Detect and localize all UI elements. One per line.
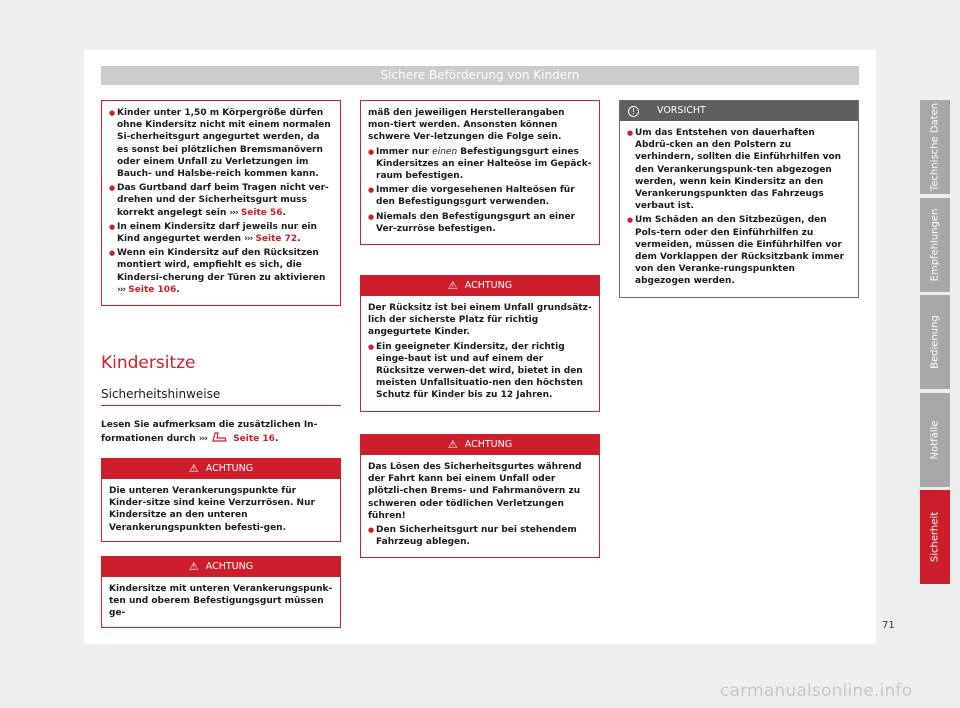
- warning-box-2-continued: [360, 100, 600, 245]
- list-item-text: Niemals den Befestigungsgurt an einer Ver-zurröse befestigen.: [376, 211, 576, 234]
- section-title: Kindersitze: [101, 353, 196, 373]
- warning-text: Das Lösen des Sicherheitsgurtes während der Fahrt kann bei einem Unfall oder plötzli-chen Brems- und Fahrmanövern zu schweren oder tödlichen Verletzungen führen!: [368, 462, 582, 521]
- warning-box-continued: [101, 100, 341, 306]
- warning-triangle-icon: ⚠: [188, 462, 199, 475]
- list-item-text: Wenn ein Kindersitz auf den Rücksitzen montiert wird, empfiehlt es sich, die Kindersi-cherung der Türen zu aktivieren: [117, 248, 326, 283]
- list-item-text: Immer die vorgesehenen Halteösen für den Befestigungsgurt verwenden.: [376, 185, 575, 208]
- warning-header: ⚠ ACHTUNG: [102, 459, 340, 479]
- section-subtitle: Sicherheitshinweise: [101, 387, 221, 401]
- page-link[interactable]: Seite 56: [240, 207, 283, 218]
- list-item-text: Immer nur: [376, 146, 433, 157]
- info-circle-icon: !: [628, 106, 639, 117]
- list-item: [368, 146, 593, 183]
- section-rule: [101, 405, 341, 406]
- column-1: [101, 100, 341, 306]
- list-item-text: Kinder unter 1,50 m Körpergröße dürfen ohne Kindersitz nicht mit einem normalen Si-cherheitsgurt angegurtet werden, da es sonst bei plötzlichen Bremsmanövern oder einem Unfall zu Verletzungen im Bauch- und Halsbe-reich kommen kann.: [117, 108, 331, 180]
- side-tab-technische-daten[interactable]: [920, 100, 950, 194]
- bullet-list: [368, 341, 593, 402]
- list-item: ● In einem Kindersitz darf jeweils nur ein Kind angegurtet werden ››› Seite 72.: [109, 221, 334, 245]
- page-number: 71: [882, 620, 895, 631]
- bullet-list: [102, 101, 340, 305]
- list-item: ● Den Sicherheitsgurt nur bei stehendem Fahrzeug ablegen.: [368, 524, 593, 548]
- list-item: ● Um Schäden an den Sitzbezügen, den Pols-tern oder den Einführhilfen zu vermeiden, müssen die Einführhilfen vor dem Vorklappen der Rücksitzbank immer von den Veranke-rungspunkten abgezogen werden.: [627, 214, 852, 287]
- caution-box: [619, 100, 859, 298]
- bullet-list: [368, 524, 593, 548]
- arrow-icon: ›››: [244, 234, 253, 245]
- warning-triangle-icon: ⚠: [447, 438, 458, 451]
- list-item: ● Das Gurtband darf beim Tragen nicht ver-drehen und der Sicherheitsgurt muss korrekt angelegt sein ››› Seite 56.: [109, 182, 334, 219]
- side-tab-label: Bedienung: [929, 315, 941, 369]
- side-tab-notfälle[interactable]: [920, 393, 950, 487]
- list-item: [109, 107, 334, 180]
- side-tab-label: Sicherheit: [929, 511, 941, 563]
- warning-box-4: [360, 434, 600, 558]
- list-item-text: In einem Kindersitz darf jeweils nur ein Kind angegurtet werden: [117, 221, 317, 245]
- side-tab-bedienung[interactable]: [920, 295, 950, 389]
- warning-text: Der Rücksitz ist bei einem Unfall grundsätz-lich der sicherste Platz für richtig angegurtete Kinder.: [368, 303, 592, 338]
- warning-text: Die unteren Verankerungspunkte für Kinder-sitze sind keine Verzurrösen. Nur Kindersitze an den unteren Verankerungspunkten befesti-gen.: [109, 486, 315, 533]
- page-link[interactable]: Seite 106: [128, 284, 177, 295]
- emphasis-text: einen: [432, 146, 458, 157]
- side-tab-label: Technische Daten: [929, 102, 941, 192]
- list-item: [368, 211, 593, 235]
- side-tab-sicherheit[interactable]: [920, 490, 950, 584]
- warning-header: ⚠ ACHTUNG: [361, 435, 599, 455]
- warning-text: Kindersitze mit unteren Verankerungspunk-ten und oberem Befestigungsgurt müssen ge-: [109, 584, 333, 619]
- list-item: ● Um das Entstehen von dauerhaften Abdrü-cken an den Polstern zu verhindern, sollten die Einführhilfen von den Verankerungspunk-ten abgezogen werden, wenn kein Kindersitz an den Verankerungspunkten das Fahrzeugs verbaut ist.: [627, 127, 852, 212]
- side-tab-label: Notfälle: [929, 420, 941, 460]
- warning-box-2: [101, 556, 341, 628]
- bullet-list: [368, 146, 593, 235]
- child-seat-icon: [210, 431, 230, 443]
- warning-triangle-icon: ⚠: [188, 560, 199, 573]
- page-link[interactable]: Seite 16: [233, 434, 275, 445]
- warning-triangle-icon: ⚠: [447, 279, 458, 292]
- list-item-text: Befestigungsgurt eines Kindersitzes an einer Halteöse im Gepäck-raum befestigen.: [376, 146, 592, 182]
- page-header: Sichere Beförderung von Kindern: [101, 66, 859, 85]
- warning-header: ⚠ ACHTUNG: [361, 276, 599, 296]
- arrow-icon: ›››: [198, 434, 207, 445]
- side-tab-label: Empfehlungen: [929, 208, 941, 282]
- list-item: [368, 184, 593, 208]
- warning-header: ⚠ ACHTUNG: [102, 557, 340, 577]
- intro-text: Lesen Sie aufmerksam die zusätzlichen In-formationen durch ››› Seite 16.: [101, 420, 318, 445]
- watermark: carmanualsonline.info: [720, 681, 913, 701]
- side-tab-empfehlungen[interactable]: [920, 198, 950, 292]
- list-item-text: Das Gurtband darf beim Tragen nicht ver-drehen und der Sicherheitsgurt muss korrekt angelegt sein: [117, 183, 329, 218]
- warning-text: mäß den jeweiligen Herstellerangaben mon-tiert werden. Ansonsten können schwere Ver-letzungen die Folge sein.: [368, 108, 565, 143]
- arrow-icon: ›››: [229, 207, 238, 218]
- warning-box-3: [360, 275, 600, 412]
- bullet-list: [620, 121, 858, 297]
- page-link[interactable]: Seite 72: [255, 234, 298, 245]
- arrow-icon: ›››: [117, 284, 126, 295]
- warning-box-1: [101, 458, 341, 542]
- list-item: ● Wenn ein Kindersitz auf den Rücksitzen montiert wird, empfiehlt es sich, die Kindersi-cherung der Türen zu aktivieren ››› Seite 106.: [109, 247, 334, 296]
- caution-header: ! VORSICHT: [620, 101, 858, 121]
- list-item: ● Ein geeigneter Kindersitz, der richtig einge-baut ist und auf einem der Rücksitze verwen-det wird, bietet in den meisten Unfallsituatio-nen den höchsten Schutz für Kinder bis zu 12 Jahren.: [368, 341, 593, 402]
